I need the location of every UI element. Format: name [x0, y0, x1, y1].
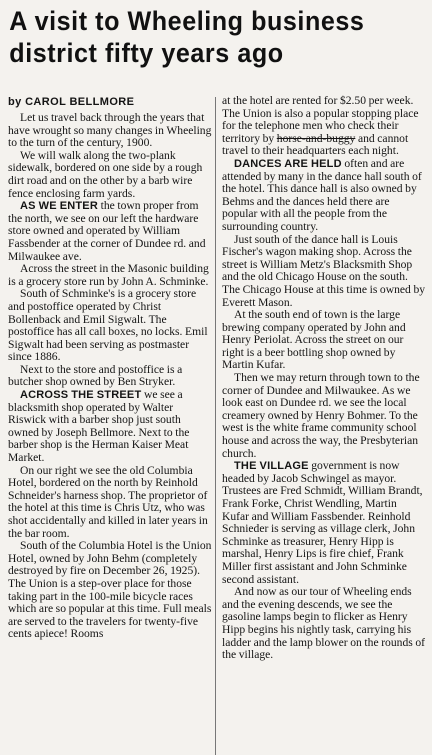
headline-line-1: A visit to Wheeling business: [9, 6, 365, 36]
paragraph: Just south of the dance hall is Louis Fischer's wagon making shop. Across the street is William Metz's Blacksmith Shop and the old Chicago House on the south. The Chicago House at this time is owned by Everett Mason.: [222, 232, 426, 309]
section-lead: THE VILLAGE: [234, 460, 309, 473]
paragraph-text: at the hotel are rented for $2.50 per week. The Union is also a popular stopping place for the telephone men who check their territory by: [222, 94, 419, 145]
right-column: [222, 95, 426, 662]
paragraph-text: the town proper from the north, we see on our left the hardware store owned and operated by William Fassbender at the corner of Dundee rd. and Milwaukee ave.: [8, 199, 206, 263]
paragraph: We will walk along the two-plank sidewalk, bordered on one side by a rough dirt road and on the other by a barb wire fence enclosing farm yards.: [8, 148, 203, 200]
paragraph-text: and cannot travel to their headquarters each night.: [222, 131, 409, 158]
article-body: [8, 95, 426, 662]
paragraph-text: we see a blacksmith shop operated by Walter Riswick with a barber shop just south owned by Joseph Bellmore. Next to the barber shop is the Herman Kaiser Meat Market.: [8, 388, 190, 465]
paragraph: Across the street in the Masonic building is a grocery store run by John A. Schminke.: [8, 262, 209, 288]
paragraph: [8, 200, 212, 263]
paragraph: [222, 95, 426, 158]
paragraph: [8, 389, 212, 465]
paragraph: On our right we see the old Columbia Hotel, bordered on the north by Reinhold Schneider's harness shop. The proprietor of the hotel at this time is Chris Utz, who was shot accidentally and killed in later years in the bar room.: [8, 463, 208, 540]
left-column: [8, 95, 214, 662]
section-lead: DANCES ARE HELD: [234, 157, 342, 170]
section-lead: AS WE ENTER: [20, 200, 98, 213]
section-lead: ACROSS THE STREET: [20, 389, 142, 402]
paragraph-text: often and are attended by many in the dance hall south of the hotel. This dance hall is also owned by Behms and the dances held there are popular with all the people from the surrounding country.: [222, 156, 422, 233]
headline: [0, 0, 402, 69]
paragraph: South of Schminke's is a grocery store and postoffice operated by Christ Bollenback and Emil Sigwalt. The postoffice has all call boxes, no locks. Emil Sigwalt had been serving as postmaster since 1886.: [8, 287, 208, 364]
paragraph: Then we may return through town to the corner of Dundee and Milwaukee. As we look east on Dundee rd. we see the local creamery owned by Henry Bohmer. To the west is the white frame community school house and across the way, the Presbyterian church.: [222, 371, 420, 460]
paragraph-text: government is now headed by Jacob Schwingel as mayor. Trustees are Fred Schmidt, William Brandt, Frank Forke, Christ Wendling, Martin Kufar and William Fassbender. Reinhold Schnieder is serving as village clerk, John Schminke as treasurer, Henry Hipp is marshal, Henry Lips is fire chief, Frank Miller first assistant and John Schminke second assistant.: [222, 459, 423, 586]
paragraph: Let us travel back through the years that have wrought so many changes in Wheeling to the turn of the century, 1900.: [8, 111, 212, 150]
headline-line-2: district fifty years ago: [9, 38, 284, 68]
struck-text: horse-and-buggy: [276, 131, 356, 145]
paragraph: Next to the store and postoffice is a butcher shop owned by Ben Stryker.: [8, 362, 183, 389]
paragraph: [222, 158, 426, 234]
byline: by CAROL BELLMORE: [8, 96, 135, 108]
paragraph: And now as our tour of Wheeling ends and the evening descends, we see the gasoline lamps begin to flicker as Henry Hipp begins his nightly task, carrying his ladder and the lamp blower on the rounds of the village.: [222, 585, 426, 662]
paragraph: [222, 460, 426, 586]
paragraph: At the south end of town is the large brewing company operated by John and Henry Periolat. Across the street on our right is a beer bottling shop owned by Martin Kufar.: [222, 308, 406, 372]
paragraph: South of the Columbia Hotel is the Union Hotel, owned by John Behm (completely destroyed by fire on December 26, 1925). The Union is a step-over place for those taking part in the 100-mile bicycle races which are so popular at this time. Full meals are served to the travelers for twenty-five cents apiece! Rooms: [8, 539, 212, 641]
